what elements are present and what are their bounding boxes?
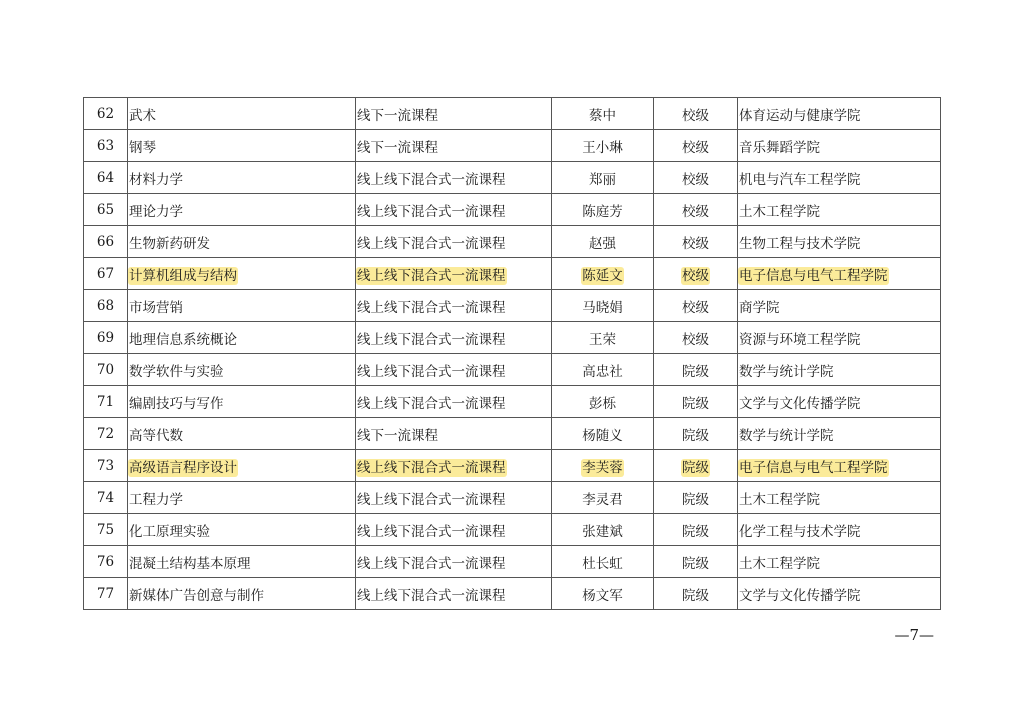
college-cell bbox=[738, 98, 941, 130]
cell-type: 线上线下混合式一流课程 bbox=[357, 331, 506, 348]
row-number-cell bbox=[84, 130, 128, 162]
course-level-cell bbox=[654, 194, 738, 226]
cell-no: 64 bbox=[96, 169, 115, 186]
cell-college: 土木工程学院 bbox=[739, 491, 820, 508]
cell-college: 土木工程学院 bbox=[739, 203, 820, 220]
course-level-cell bbox=[654, 98, 738, 130]
course-lead-cell bbox=[552, 226, 654, 258]
course-name-cell bbox=[128, 450, 356, 482]
cell-lead: 王小琳 bbox=[582, 139, 623, 156]
college-cell bbox=[738, 418, 941, 450]
cell-type: 线上线下混合式一流课程 bbox=[357, 587, 506, 604]
course-lead-cell bbox=[552, 162, 654, 194]
cell-no: 76 bbox=[96, 553, 115, 570]
cell-level: 院级 bbox=[682, 363, 709, 380]
cell-level: 校级 bbox=[682, 235, 709, 252]
row-number-cell bbox=[84, 194, 128, 226]
course-type-cell bbox=[356, 258, 552, 290]
college-cell bbox=[738, 290, 941, 322]
table-body bbox=[84, 98, 941, 610]
course-name-cell bbox=[128, 322, 356, 354]
row-number-cell bbox=[84, 450, 128, 482]
course-level-cell bbox=[654, 578, 738, 610]
college-cell bbox=[738, 322, 941, 354]
cell-lead: 杨文军 bbox=[582, 587, 623, 604]
table-row bbox=[84, 226, 941, 258]
college-cell bbox=[738, 226, 941, 258]
cell-lead: 彭栎 bbox=[589, 395, 616, 412]
cell-no: 73 bbox=[96, 457, 115, 474]
course-level-cell bbox=[654, 546, 738, 578]
cell-lead: 高忠社 bbox=[582, 363, 623, 380]
table-row bbox=[84, 98, 941, 130]
row-number-cell bbox=[84, 98, 128, 130]
cell-name: 新媒体广告创意与制作 bbox=[129, 587, 264, 604]
cell-college: 电子信息与电气工程学院 bbox=[739, 459, 888, 476]
cell-level: 院级 bbox=[682, 395, 709, 412]
cell-college: 数学与统计学院 bbox=[739, 363, 834, 380]
cell-college: 土木工程学院 bbox=[739, 555, 820, 572]
table-row bbox=[84, 514, 941, 546]
cell-level: 校级 bbox=[682, 107, 709, 124]
course-name-cell bbox=[128, 162, 356, 194]
course-table bbox=[83, 97, 941, 610]
course-level-cell bbox=[654, 258, 738, 290]
course-name-cell bbox=[128, 386, 356, 418]
cell-lead: 蔡中 bbox=[589, 107, 616, 124]
table-row bbox=[84, 258, 941, 290]
course-level-cell bbox=[654, 354, 738, 386]
course-level-cell bbox=[654, 130, 738, 162]
cell-name: 工程力学 bbox=[129, 491, 183, 508]
cell-type: 线上线下混合式一流课程 bbox=[357, 491, 506, 508]
table-row bbox=[84, 130, 941, 162]
table-row bbox=[84, 354, 941, 386]
row-number-cell bbox=[84, 418, 128, 450]
college-cell bbox=[738, 386, 941, 418]
row-number-cell bbox=[84, 514, 128, 546]
cell-college: 机电与汽车工程学院 bbox=[739, 171, 861, 188]
cell-lead: 杜长虹 bbox=[582, 555, 623, 572]
course-lead-cell bbox=[552, 354, 654, 386]
cell-level: 校级 bbox=[682, 299, 709, 316]
table-row bbox=[84, 418, 941, 450]
cell-college: 体育运动与健康学院 bbox=[739, 107, 861, 124]
course-lead-cell bbox=[552, 514, 654, 546]
cell-name: 市场营销 bbox=[129, 299, 183, 316]
course-name-cell bbox=[128, 130, 356, 162]
cell-level: 院级 bbox=[682, 587, 709, 604]
cell-no: 68 bbox=[96, 297, 115, 314]
course-lead-cell bbox=[552, 98, 654, 130]
cell-name: 地理信息系统概论 bbox=[129, 331, 237, 348]
course-type-cell bbox=[356, 546, 552, 578]
cell-type: 线上线下混合式一流课程 bbox=[357, 235, 506, 252]
cell-lead: 王荣 bbox=[589, 331, 616, 348]
course-name-cell bbox=[128, 258, 356, 290]
cell-no: 75 bbox=[96, 521, 115, 538]
cell-level: 校级 bbox=[682, 171, 709, 188]
course-type-cell bbox=[356, 322, 552, 354]
cell-name: 武术 bbox=[129, 107, 156, 124]
cell-level: 院级 bbox=[682, 427, 709, 444]
cell-type: 线上线下混合式一流课程 bbox=[357, 203, 506, 220]
row-number-cell bbox=[84, 258, 128, 290]
row-number-cell bbox=[84, 354, 128, 386]
cell-lead: 赵强 bbox=[589, 235, 616, 252]
cell-college: 文学与文化传播学院 bbox=[739, 395, 861, 412]
course-level-cell bbox=[654, 450, 738, 482]
cell-level: 院级 bbox=[682, 459, 709, 476]
row-number-cell bbox=[84, 226, 128, 258]
row-number-cell bbox=[84, 322, 128, 354]
row-number-cell bbox=[84, 162, 128, 194]
cell-lead: 李芙蓉 bbox=[582, 459, 623, 476]
course-name-cell bbox=[128, 194, 356, 226]
cell-no: 65 bbox=[96, 201, 115, 218]
course-type-cell bbox=[356, 578, 552, 610]
course-lead-cell bbox=[552, 130, 654, 162]
cell-level: 校级 bbox=[682, 139, 709, 156]
cell-name: 高等代数 bbox=[129, 427, 183, 444]
cell-name: 生物新药研发 bbox=[129, 235, 210, 252]
course-type-cell bbox=[356, 386, 552, 418]
cell-name: 计算机组成与结构 bbox=[129, 267, 237, 284]
cell-no: 77 bbox=[96, 585, 115, 602]
college-cell bbox=[738, 578, 941, 610]
cell-name: 钢琴 bbox=[129, 139, 156, 156]
cell-type: 线上线下混合式一流课程 bbox=[357, 267, 506, 284]
college-cell bbox=[738, 354, 941, 386]
cell-type: 线下一流课程 bbox=[357, 139, 438, 156]
cell-lead: 陈延文 bbox=[582, 267, 623, 284]
cell-college: 数学与统计学院 bbox=[739, 427, 834, 444]
course-name-cell bbox=[128, 546, 356, 578]
cell-college: 电子信息与电气工程学院 bbox=[739, 267, 888, 284]
cell-lead: 张建斌 bbox=[582, 523, 623, 540]
cell-college: 生物工程与技术学院 bbox=[739, 235, 861, 252]
cell-type: 线上线下混合式一流课程 bbox=[357, 459, 506, 476]
college-cell bbox=[738, 450, 941, 482]
cell-name: 材料力学 bbox=[129, 171, 183, 188]
cell-level: 校级 bbox=[682, 331, 709, 348]
cell-lead: 郑丽 bbox=[589, 171, 616, 188]
cell-name: 化工原理实验 bbox=[129, 523, 210, 540]
course-level-cell bbox=[654, 482, 738, 514]
cell-lead: 陈庭芳 bbox=[582, 203, 623, 220]
cell-type: 线上线下混合式一流课程 bbox=[357, 363, 506, 380]
course-level-cell bbox=[654, 226, 738, 258]
course-lead-cell bbox=[552, 418, 654, 450]
course-name-cell bbox=[128, 290, 356, 322]
cell-no: 66 bbox=[96, 233, 115, 250]
cell-college: 音乐舞蹈学院 bbox=[739, 139, 820, 156]
course-name-cell bbox=[128, 418, 356, 450]
course-type-cell bbox=[356, 418, 552, 450]
cell-name: 高级语言程序设计 bbox=[129, 459, 237, 476]
course-name-cell bbox=[128, 482, 356, 514]
course-name-cell bbox=[128, 578, 356, 610]
table-row bbox=[84, 546, 941, 578]
cell-level: 校级 bbox=[682, 267, 709, 284]
college-cell bbox=[738, 162, 941, 194]
cell-name: 理论力学 bbox=[129, 203, 183, 220]
cell-type: 线上线下混合式一流课程 bbox=[357, 555, 506, 572]
course-type-cell bbox=[356, 130, 552, 162]
college-cell bbox=[738, 194, 941, 226]
cell-college: 文学与文化传播学院 bbox=[739, 587, 861, 604]
cell-name: 混凝土结构基本原理 bbox=[129, 555, 251, 572]
cell-no: 71 bbox=[96, 393, 115, 410]
course-lead-cell bbox=[552, 194, 654, 226]
cell-no: 63 bbox=[96, 137, 115, 154]
row-number-cell bbox=[84, 386, 128, 418]
course-name-cell bbox=[128, 354, 356, 386]
cell-level: 校级 bbox=[682, 203, 709, 220]
course-lead-cell bbox=[552, 258, 654, 290]
cell-no: 62 bbox=[96, 105, 115, 122]
course-name-cell bbox=[128, 514, 356, 546]
table-row bbox=[84, 322, 941, 354]
cell-no: 74 bbox=[96, 489, 115, 506]
course-lead-cell bbox=[552, 578, 654, 610]
cell-type: 线上线下混合式一流课程 bbox=[357, 299, 506, 316]
cell-type: 线上线下混合式一流课程 bbox=[357, 171, 506, 188]
course-lead-cell bbox=[552, 482, 654, 514]
cell-no: 67 bbox=[96, 265, 115, 282]
cell-college: 资源与环境工程学院 bbox=[739, 331, 861, 348]
row-number-cell bbox=[84, 482, 128, 514]
course-lead-cell bbox=[552, 322, 654, 354]
course-type-cell bbox=[356, 226, 552, 258]
college-cell bbox=[738, 482, 941, 514]
table-row bbox=[84, 162, 941, 194]
cell-lead: 杨随义 bbox=[582, 427, 623, 444]
course-level-cell bbox=[654, 162, 738, 194]
course-type-cell bbox=[356, 194, 552, 226]
cell-type: 线上线下混合式一流课程 bbox=[357, 395, 506, 412]
course-level-cell bbox=[654, 386, 738, 418]
course-lead-cell bbox=[552, 546, 654, 578]
cell-no: 69 bbox=[96, 329, 115, 346]
course-lead-cell bbox=[552, 450, 654, 482]
row-number-cell bbox=[84, 578, 128, 610]
course-type-cell bbox=[356, 482, 552, 514]
course-level-cell bbox=[654, 514, 738, 546]
table-row bbox=[84, 290, 941, 322]
course-type-cell bbox=[356, 450, 552, 482]
cell-type: 线下一流课程 bbox=[357, 427, 438, 444]
table-row bbox=[84, 482, 941, 514]
course-lead-cell bbox=[552, 386, 654, 418]
table-row bbox=[84, 194, 941, 226]
table-row bbox=[84, 386, 941, 418]
course-type-cell bbox=[356, 162, 552, 194]
course-name-cell bbox=[128, 226, 356, 258]
page-number: —7— bbox=[894, 626, 934, 644]
table-row bbox=[84, 450, 941, 482]
college-cell bbox=[738, 514, 941, 546]
course-level-cell bbox=[654, 322, 738, 354]
cell-type: 线下一流课程 bbox=[357, 107, 438, 124]
cell-name: 数学软件与实验 bbox=[129, 363, 224, 380]
row-number-cell bbox=[84, 290, 128, 322]
course-type-cell bbox=[356, 514, 552, 546]
course-lead-cell bbox=[552, 290, 654, 322]
cell-type: 线上线下混合式一流课程 bbox=[357, 523, 506, 540]
row-number-cell bbox=[84, 546, 128, 578]
cell-college: 化学工程与技术学院 bbox=[739, 523, 861, 540]
cell-college: 商学院 bbox=[739, 299, 780, 316]
cell-level: 院级 bbox=[682, 491, 709, 508]
course-name-cell bbox=[128, 98, 356, 130]
cell-lead: 李灵君 bbox=[582, 491, 623, 508]
cell-lead: 马晓娟 bbox=[582, 299, 623, 316]
course-type-cell bbox=[356, 290, 552, 322]
course-type-cell bbox=[356, 354, 552, 386]
cell-level: 院级 bbox=[682, 555, 709, 572]
cell-no: 72 bbox=[96, 425, 115, 442]
college-cell bbox=[738, 546, 941, 578]
course-level-cell bbox=[654, 290, 738, 322]
course-level-cell bbox=[654, 418, 738, 450]
table-row bbox=[84, 578, 941, 610]
course-type-cell bbox=[356, 98, 552, 130]
college-cell bbox=[738, 258, 941, 290]
cell-name: 编剧技巧与写作 bbox=[129, 395, 224, 412]
cell-level: 院级 bbox=[682, 523, 709, 540]
college-cell bbox=[738, 130, 941, 162]
cell-no: 70 bbox=[96, 361, 115, 378]
